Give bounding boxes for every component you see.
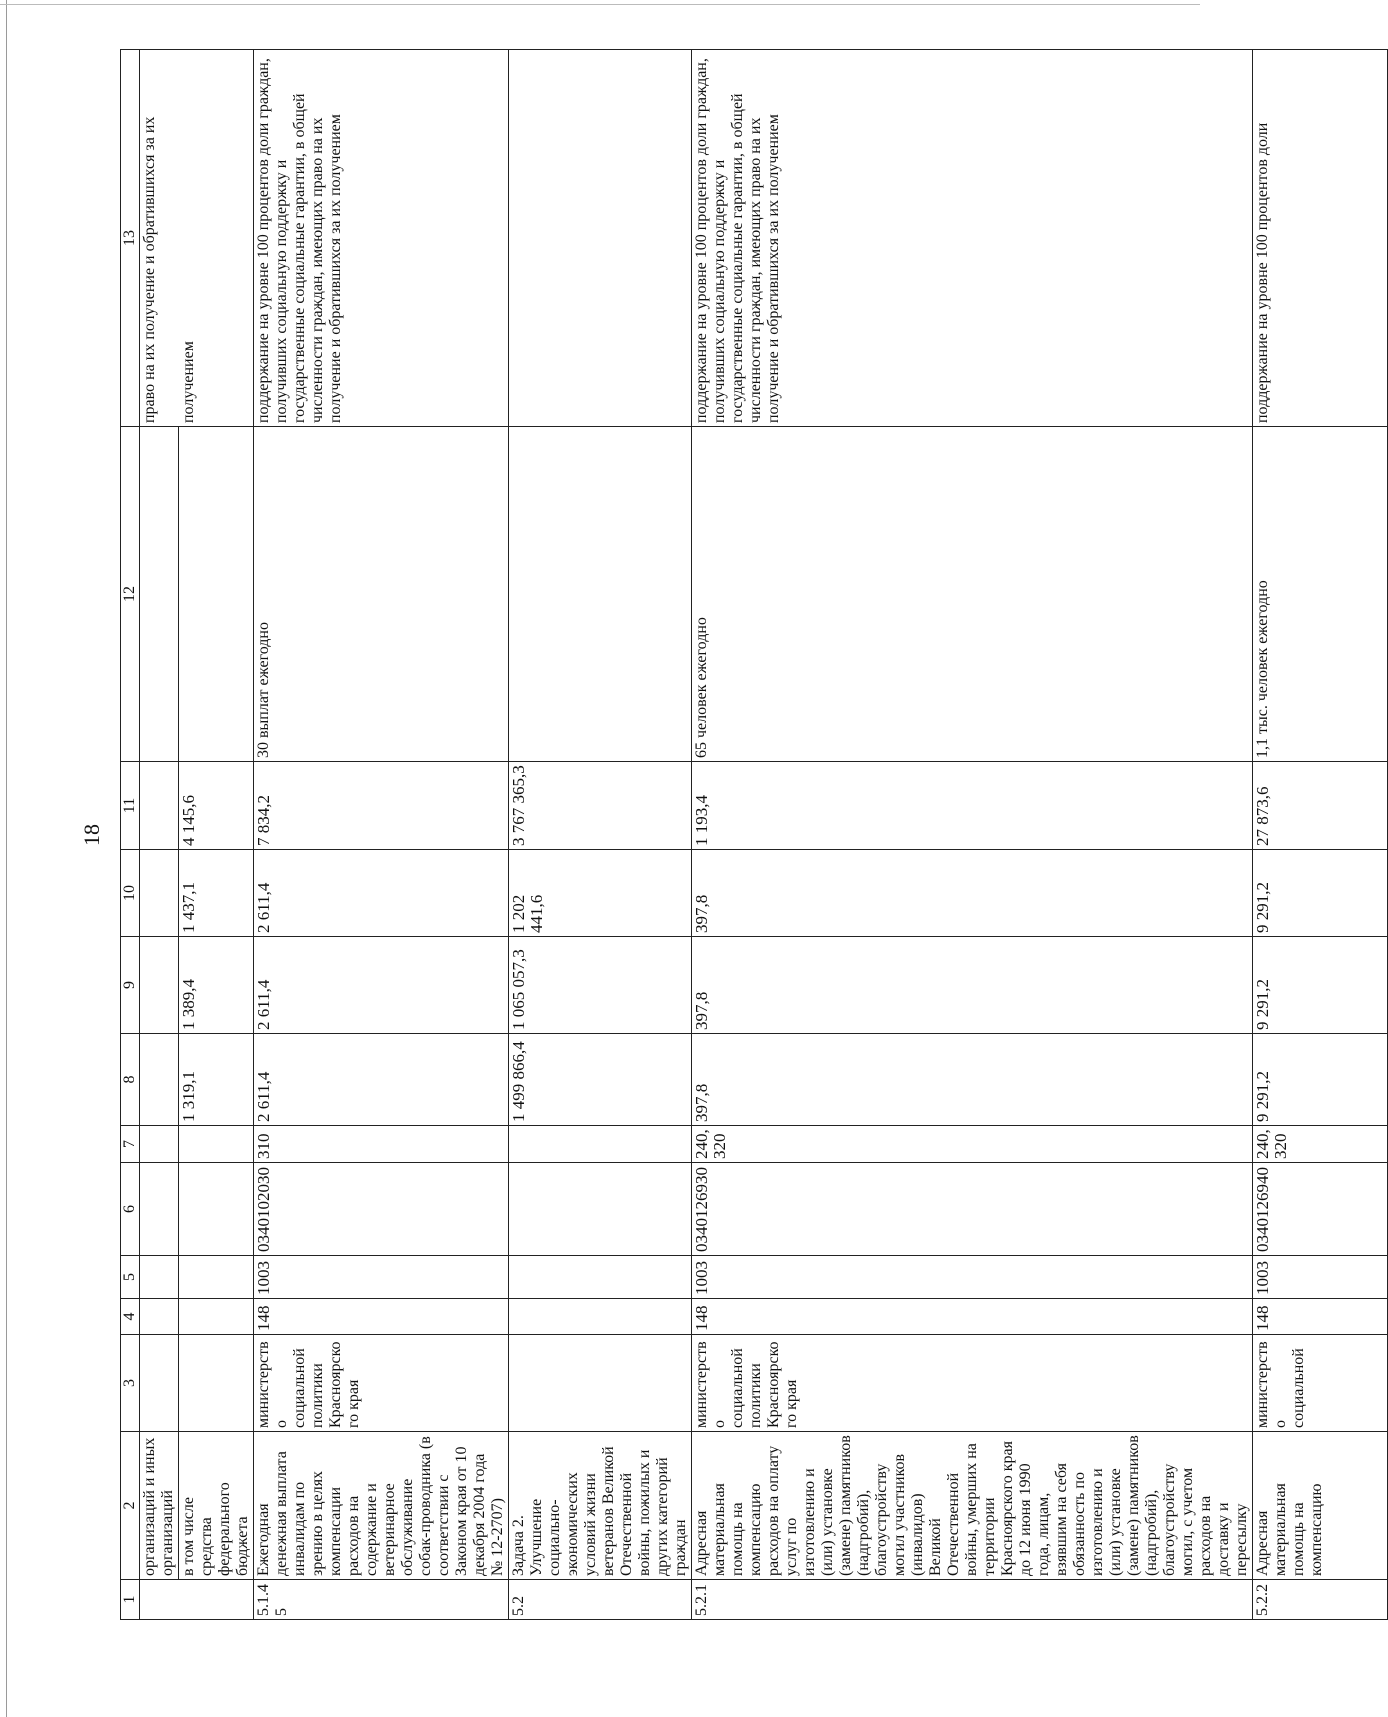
header-col-12: 12 [121,427,140,762]
header-col-7: 7 [121,1126,140,1163]
cell-grbs: 148 [1253,1299,1388,1335]
cell-rzpr: 1003 [692,1256,1253,1299]
table-row-continued-b [179,50,254,1620]
cell-csr: 0340126940 [1253,1163,1388,1256]
header-col-9: 9 [121,937,140,1034]
scan-edge-top [0,4,1200,5]
cell-total: 27 873,6 [1253,762,1388,850]
cell-total: 4 145,6 [179,762,254,850]
cell-grbs: 148 [692,1299,1253,1335]
cell-year1: 1 499 866,4 [509,1034,692,1126]
cell-year3: 9 291,2 [1253,850,1388,937]
cell-year3: 397,8 [692,850,1253,937]
cell-name: Адресная материальная помощь на компенсацию расходов на оплату услуг по изготовлению и (или) установке (замене) памятников (надгробий), благоустройству могил участников (инвалидов) Великой Отечественной войны, умерших на территории Красноярского края до 12 июня 1990 года, лицам, взявшим на себя обязанность по изготовлению и (или) установке (замене) памятников (надгробий), благоустройству могил, с учетом расходов на доставку и пересылку [692,1432,1253,1580]
cell-csr: 0340102030 [254,1163,509,1256]
cell-total: 3 767 365,3 [509,762,692,850]
cell-result: поддержание на уровне 100 процентов доли [1253,50,1388,427]
header-col-2: 2 [121,1432,140,1580]
header-col-3: 3 [121,1335,140,1432]
cell-year1: 2 611,4 [254,1034,509,1126]
header-col-11: 11 [121,762,140,850]
table-row-5-2-1 [692,50,1253,1620]
table-row-continued-a [140,50,179,1620]
cell-name: Адресная материальная помощь на компенсацию [1253,1432,1388,1580]
header-col-10: 10 [121,850,140,937]
cell-rzpr: 1003 [254,1256,509,1299]
program-activities-table [120,49,1388,1620]
cell-executor: министерство социальной политики Красноярского края [692,1335,1253,1432]
cell-name: Ежегодная денежная выплата инвалидам по зрению в целях компенсации расходов на содержание и ветеринарное обслуживание собак-проводника (в соответствии с Законом края от 10 декабря 2004 года № 12-2707) [254,1432,509,1580]
table-row-5-1-45 [254,50,509,1620]
header-col-5: 5 [121,1256,140,1299]
header-col-4: 4 [121,1299,140,1335]
cell-num: 5.2 [509,1580,692,1620]
header-col-8: 8 [121,1034,140,1126]
table-row-5-2-2 [1253,50,1388,1620]
cell-name: в том числе средства федерального бюджета [179,1432,254,1580]
cell-year3: 1 202 441,6 [509,850,692,937]
cell-year3: 1 437,1 [179,850,254,937]
cell-year2: 9 291,2 [1253,937,1388,1034]
cell-result: поддержание на уровне 100 процентов доли граждан, получивших социальную поддержку и государственные социальные гарантии, в общей численности граждан, имеющих право на их получение и обратившихся за их получением [692,50,1253,427]
cell-year1: 397,8 [692,1034,1253,1126]
table-row-5-2 [509,50,692,1620]
cell-total: 7 834,2 [254,762,509,850]
cell-total: 1 193,4 [692,762,1253,850]
cell-num-empty [140,1580,254,1620]
cell-vr: 240, 320 [692,1126,1253,1163]
page-number: 18 [79,824,104,846]
header-col-1: 1 [121,1580,140,1620]
cell-year2: 2 611,4 [254,937,509,1034]
cell-name: организаций и иных организаций [140,1432,179,1580]
cell-result: получением [179,50,254,427]
cell-vr: 240, 320 [1253,1126,1388,1163]
header-col-13: 13 [121,50,140,427]
cell-indicator: 30 выплат ежегодно [254,427,509,762]
cell-num: 5.2.2 [1253,1580,1388,1620]
cell-executor: министерство социальной политики Красноярского края [254,1335,509,1432]
cell-year2: 1 065 057,3 [509,937,692,1034]
cell-year2: 397,8 [692,937,1253,1034]
cell-result: право на их получение и обратившихся за их [140,50,179,427]
cell-indicator: 65 человек ежегодно [692,427,1253,762]
scan-edge [6,0,7,1717]
cell-vr: 310 [254,1126,509,1163]
cell-num: 5.1.45 [254,1580,509,1620]
cell-executor: министерство социальной [1253,1335,1388,1432]
rotated-table-wrapper [120,50,1325,1620]
cell-year3: 2 611,4 [254,850,509,937]
cell-year2: 1 389,4 [179,937,254,1034]
cell-num: 5.2.1 [692,1580,1253,1620]
header-row [121,50,140,1620]
cell-indicator: 1,1 тыс. человек ежегодно [1253,427,1388,762]
cell-year1: 9 291,2 [1253,1034,1388,1126]
cell-csr: 0340126930 [692,1163,1253,1256]
cell-rzpr: 1003 [1253,1256,1388,1299]
cell-result: поддержание на уровне 100 процентов доли граждан, получивших социальную поддержку и государственные социальные гарантии, в общей численности граждан, имеющих право на их получение и обратившихся за их получением [254,50,509,427]
cell-year1: 1 319,1 [179,1034,254,1126]
cell-grbs: 148 [254,1299,509,1335]
header-col-6: 6 [121,1163,140,1256]
cell-executor [140,1335,179,1432]
cell-name: Задача 2. Улучшение социально-экономических условий жизни ветеранов Великой Отечественной войны, пожилых и других категорий граждан [509,1432,692,1580]
